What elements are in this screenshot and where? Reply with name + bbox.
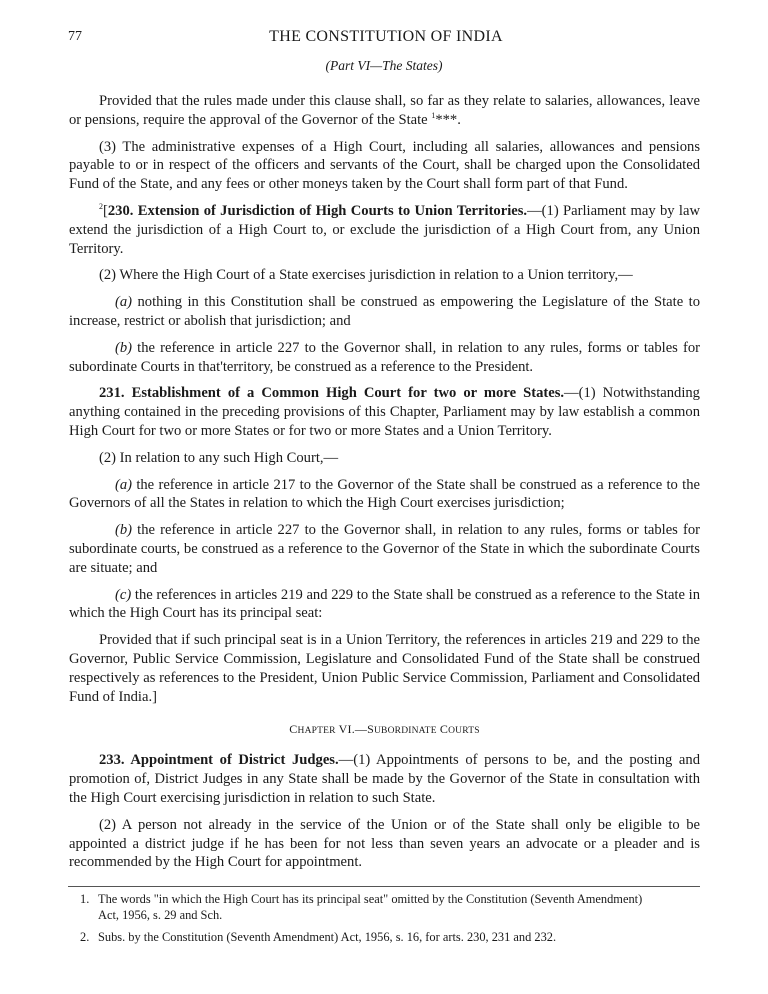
section-233-heading: 233. Appointment of District Judges.	[99, 752, 339, 769]
item-text: nothing in this Constitution shall be construed as empowering the Legislature of the State to increase, restrict or abolish that jurisdiction; and	[69, 294, 700, 329]
chapter-heading	[69, 722, 700, 737]
item-text: the reference in article 227 to the Governor shall, in relation to any rules, forms or tables for subordinate courts, be construed as a reference to the Governor of the State in which the subordinate Courts are situate; and	[69, 522, 700, 576]
footnote-number: 2.	[80, 930, 90, 944]
proviso-text: Provided that the rules made under this clause shall, so far as they relate to salaries, allowances, leave or pensions, require the approval of the Governor of the State	[69, 93, 700, 128]
chapter-heading-part: UBORDINATE	[374, 726, 437, 737]
section-233-text: —(1) Appointments of persons to be, and the posting and promotion of, District Judges in any State shall be made by the Governor of the State in consultation with the High Court exercising jurisdiction in relation to such State.	[69, 752, 700, 806]
footnote-ref-2: 2	[99, 201, 103, 211]
section-231-item-a	[69, 476, 700, 514]
section-231-heading: 231. Establishment of a Common High Court for two or more States.	[99, 385, 565, 402]
chapter-heading-part: C	[289, 722, 298, 737]
section-231-paragraph	[69, 384, 700, 440]
clause-3-paragraph: (3) The administrative expenses of a High Court, including all salaries, allowances and pensions payable to or in respect of the officers and servants of the Court, shall be charged upon the Consolidated Fund of the State, and any fees or other moneys taken by the Court shall form part of that Fund.	[69, 138, 700, 193]
footnote-ref-1: 1	[431, 110, 436, 120]
footnote-1	[80, 892, 700, 924]
footnote-text-continued: Act, 1956, s. 29 and Sch.	[98, 907, 223, 922]
footnote-separator	[68, 886, 700, 887]
section-230-heading: 230. Extension of Jurisdiction of High Courts to Union Territories.	[107, 202, 528, 219]
chapter-heading-part: OURTS	[448, 726, 480, 737]
footnote-text: The words "in which the High Court has its principal seat" omitted by the Constitution (Seventh Amendment)	[98, 892, 643, 906]
chapter-heading-part: C	[436, 722, 449, 737]
chapter-heading-part: VI.—S	[335, 722, 374, 737]
page-number: 77	[68, 29, 82, 44]
proviso-paragraph	[69, 92, 700, 130]
section-230-item-a	[69, 293, 700, 331]
section-233-paragraph	[69, 751, 700, 807]
document-body	[69, 92, 700, 880]
section-231-proviso: Provided that if such principal seat is in a Union Territory, the references in articles 219 and 229 to the Governor, Public Service Commission, Legislature and Consolidated Fund of the State shall be construed respectively as references to the President, Union Public Service Commission, Parliament and Consolidated Fund of India.]	[69, 632, 700, 705]
item-text: the references in articles 219 and 229 to the State shall be construed as a reference to the State in which the High Court has its principal seat:	[69, 586, 700, 622]
footnote-number: 1.	[80, 892, 90, 906]
omission-mark: ***.	[435, 111, 461, 128]
section-230-clause-2: (2) Where the High Court of a State exercises jurisdiction in relation to a Union territory,—	[99, 267, 633, 284]
section-230-paragraph	[69, 202, 700, 258]
item-text: the reference in article 217 to the Governor of the State shall be construed as a reference to the Governors of all the States in relation to which the High Court exercises jurisdiction;	[69, 476, 700, 512]
section-231-clause-2: (2) In relation to any such High Court,—	[99, 449, 339, 466]
footnote-2	[80, 930, 700, 946]
item-label: (a)	[115, 294, 133, 311]
footnote-text: Subs. by the Constitution (Seventh Amendment) Act, 1956, s. 16, for arts. 230, 231 and 232.	[98, 930, 557, 944]
item-label: (b)	[115, 522, 133, 539]
open-bracket: [	[103, 202, 108, 219]
section-231-item-b	[69, 521, 700, 577]
item-label: (b)	[115, 339, 133, 356]
section-230-item-b	[69, 339, 700, 377]
item-label: (a)	[115, 476, 133, 493]
chapter-heading-part: HAPTER	[297, 726, 336, 737]
section-230-text: —(1) Parliament may by law extend the jurisdiction of a High Court to, or exclude the jurisdiction of a High Court from, any Union Territory.	[69, 202, 701, 257]
section-231-text: —(1) Notwithstanding anything contained in the preceding provisions of this Chapter, Parliament may by law establish a common High Court for two or more States or for two or more States and a Union Territory.	[69, 385, 700, 439]
section-231-item-c	[69, 586, 700, 624]
item-label: (c)	[115, 586, 132, 603]
section-233-clause-2: (2) A person not already in the service of the Union or of the State shall only be eligible to be appointed a district judge if he has been for not less than seven years an advocate or a pleader and is recommended by the High Court for appointment.	[69, 816, 700, 871]
item-text: the reference in article 227 to the Governor shall, in relation to any rules, forms or tables for subordinate Courts in that'territory, be construed as a reference to the President.	[69, 339, 700, 375]
part-heading: (Part VI—The States)	[325, 58, 443, 73]
page-title: THE CONSTITUTION OF INDIA	[269, 28, 503, 45]
